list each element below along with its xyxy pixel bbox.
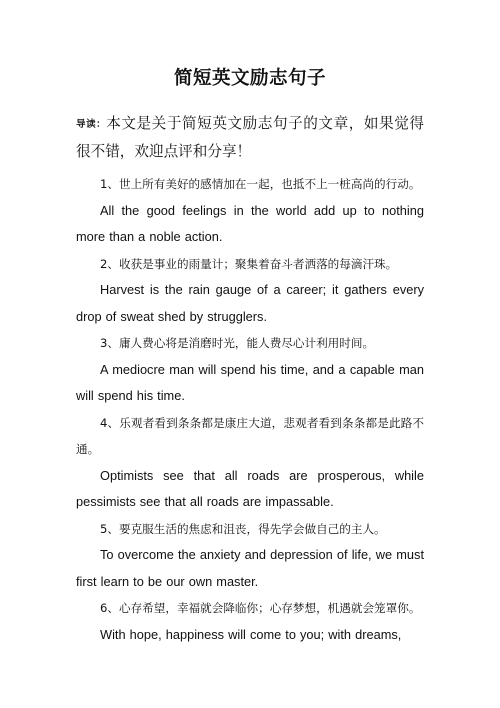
sentence-en-3: A mediocre man will spend his time, and a capable man will spend his time. bbox=[76, 361, 424, 403]
sentence-zh-5: 5、要克服生活的焦虑和沮丧，得先学会做自己的主人。 bbox=[100, 521, 386, 536]
sentence-zh-2: 2、收获是事业的雨量计；聚集着奋斗者洒落的每滴汗珠。 bbox=[100, 256, 398, 271]
sentence-en-2: Harvest is the rain gauge of a career; it gathers every drop of sweat shed by strugglers. bbox=[76, 282, 424, 324]
sentence-en-1: All the good feelings in the world add up to nothing more than a noble action. bbox=[76, 202, 424, 244]
sentence-zh-6: 6、心存希望，幸福就会降临你；心存梦想，机遇就会笼罩你。 bbox=[100, 601, 421, 615]
sentence-en-5: To overcome the anxiety and depression of life, we must first learn to be our own master. bbox=[76, 547, 424, 589]
sentence-zh-3: 3、庸人费心将是消磨时光，能人费尽心计利用时间。 bbox=[100, 336, 375, 350]
sentence-en-4: Optimists see that all roads are prosperous, while pessimists see that all roads are impassable. bbox=[76, 467, 424, 509]
intro-text: 本文是关于简短英文励志句子的文章，如果觉得很不错，欢迎点评和分享！ bbox=[76, 115, 424, 160]
intro-paragraph bbox=[76, 110, 424, 165]
sentence-zh-4: 4、乐观者看到条条都是康庄大道，悲观者看到条条都是此路不通。 bbox=[76, 415, 424, 456]
document-title: 简短英文励志句子 bbox=[173, 68, 326, 89]
sentence-list bbox=[76, 171, 424, 648]
sentence-en-6: With hope, happiness will come to you; with dreams, bbox=[100, 626, 402, 642]
sentence-zh-1: 1、世上所有美好的感情加在一起，也抵不上一桩高尚的行动。 bbox=[100, 177, 421, 191]
intro-label: 导读： bbox=[76, 119, 107, 130]
